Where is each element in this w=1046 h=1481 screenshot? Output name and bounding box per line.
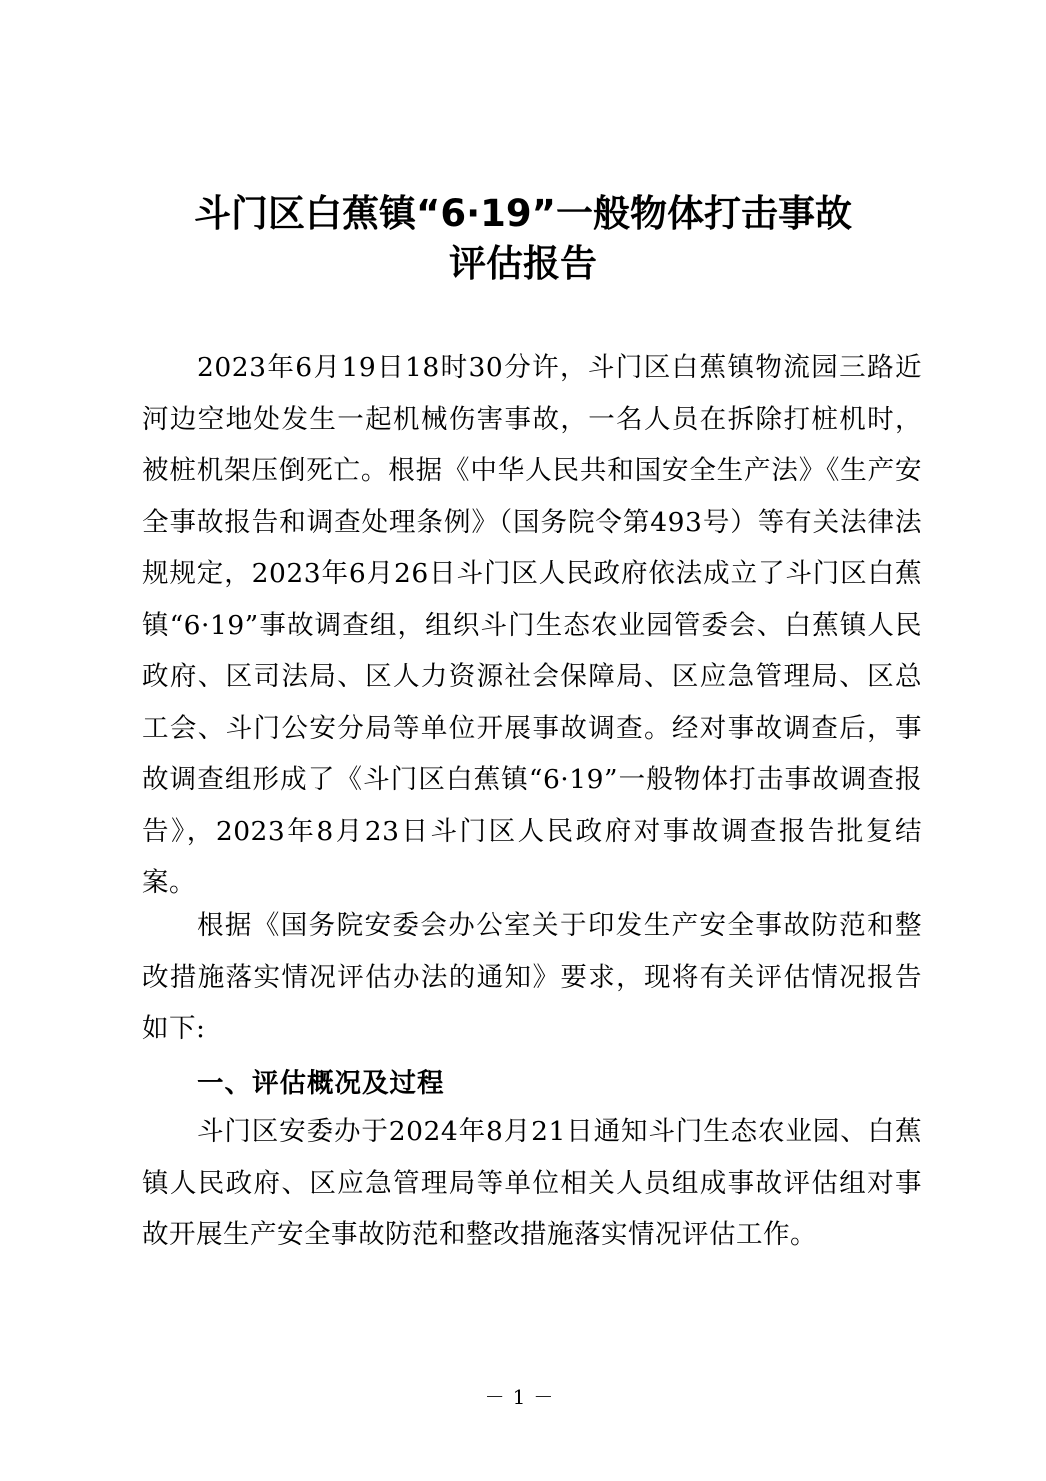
section-heading-overview: 一、评估概况及过程 [197,1068,445,1099]
paragraph-incident-summary: 2023年6月19日18时30分许，斗门区白蕉镇物流园三路近河边空地处发生一起机械伤害事故，一名人员在拆除打桩机时，被桩机架压倒死亡。根据《中华人民共和国安全生产法》《生产安全事故报告和调查处理条例》（国务院令第493号）等有关法律法规规定，2023年6月26日斗门区人民政府依法成立了斗门区白蕉镇“6·19”事故调查组，组织斗门生态农业园管委会、白蕉镇人民政府、区司法局、区人力资源社会保障局、区应急管理局、区总工会、斗门公安分局等单位开展事故调查。经对事故调查后，事故调查组形成了《斗门区白蕉镇“6·19”一般物体打击事故调查报告》，2023年8月23日斗门区人民政府对事故调查报告批复结案。 [142,352,922,898]
page-number: －1－ [484,1385,562,1409]
paragraph-evaluation-process: 斗门区安委办于2024年8月21日通知斗门生态农业园、白蕉镇人民政府、区应急管理局等单位相关人员组成事故评估组对事故开展生产安全事故防范和整改措施落实情况评估工作。 [142,1116,922,1250]
document-title-line-2: 评估报告 [449,242,597,285]
document-title-line-1: 斗门区白蕉镇“6·19”一般物体打击事故 [194,192,852,235]
paragraph-report-basis: 根据《国务院安委会办公室关于印发生产安全事故防范和整改措施落实情况评估办法的通知》要求，现将有关评估情况报告如下: [142,910,922,1044]
